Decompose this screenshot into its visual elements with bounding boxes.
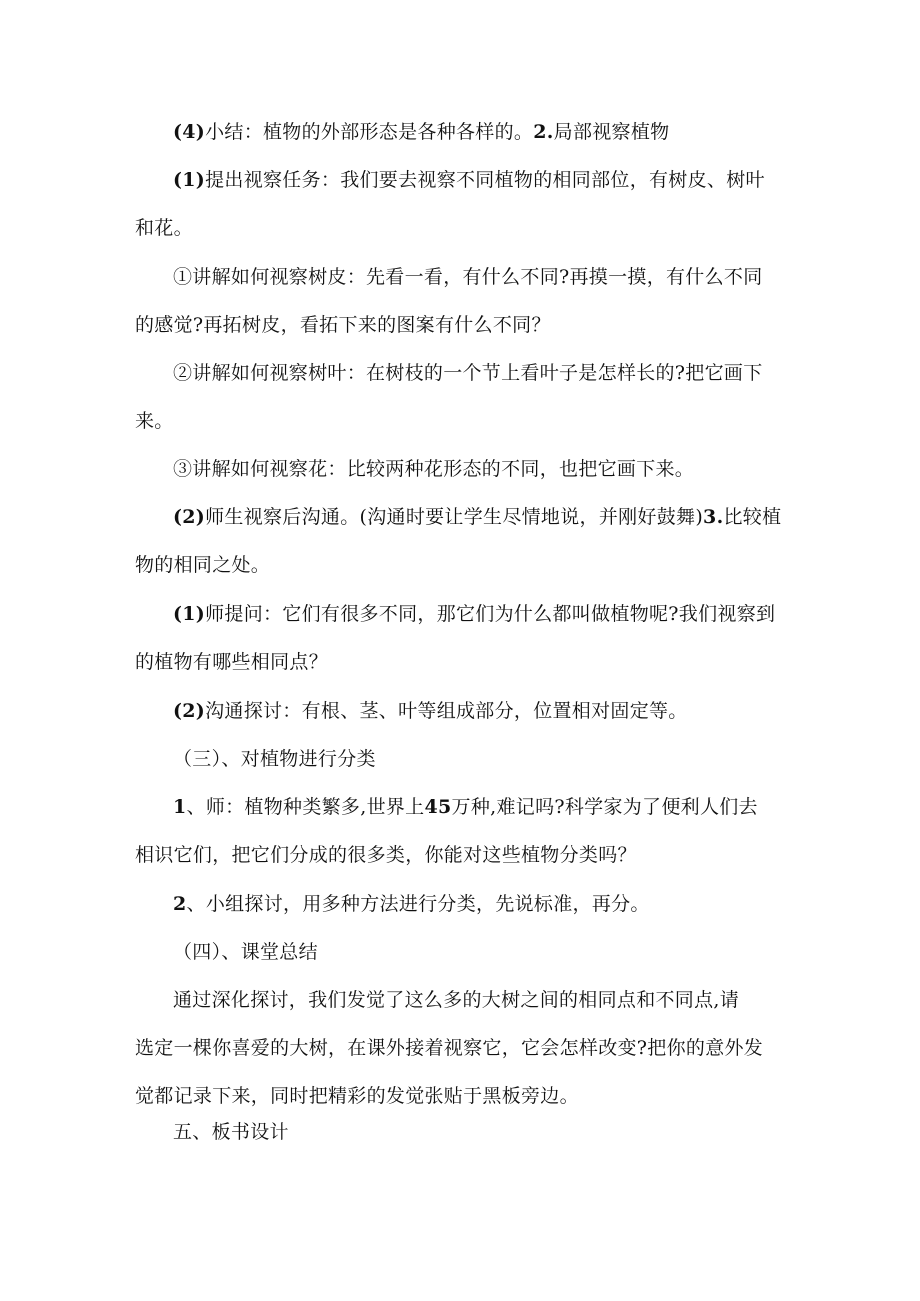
text-run: 师提问：它们有很多不同，那它们为什么都叫做植物呢?我们视察到 bbox=[205, 603, 776, 625]
text-line bbox=[135, 1108, 795, 1156]
text-run: 局部视察植物 bbox=[553, 121, 670, 143]
section-heading-classification bbox=[135, 735, 795, 783]
paragraph-observe-flower bbox=[135, 445, 795, 493]
text-line bbox=[135, 880, 795, 928]
text-run: ③讲解如何视察花：比较两种花形态的不同，也把它画下来。 bbox=[173, 458, 695, 480]
bold-text-run: (1) bbox=[173, 169, 206, 191]
text-line bbox=[135, 1024, 795, 1072]
text-run: （四）、课堂总结 bbox=[173, 941, 318, 963]
text-line bbox=[135, 397, 795, 445]
text-run: 物的相同之处。 bbox=[135, 554, 271, 576]
text-line bbox=[135, 349, 795, 397]
text-run: 、小组探讨，用多种方法进行分类，先说标准，再分。 bbox=[186, 893, 650, 915]
bold-text-run: 3. bbox=[703, 506, 724, 528]
text-run: 五、板书设计 bbox=[173, 1121, 289, 1143]
text-run: ①讲解如何视察树皮：先看一看，有什么不同?再摸一摸，有什么不同 bbox=[173, 266, 763, 288]
bold-text-run: (4) bbox=[173, 121, 206, 143]
bold-text-run: 45 bbox=[424, 796, 452, 818]
text-line bbox=[135, 253, 795, 301]
text-line bbox=[135, 783, 795, 831]
paragraph-observe-bark bbox=[135, 253, 795, 349]
bold-text-run: (2) bbox=[173, 506, 206, 528]
paragraph-communication-compare bbox=[135, 493, 795, 589]
text-run: 沟通探讨：有根、茎、叶等组成部分，位置相对固定等。 bbox=[205, 700, 688, 722]
text-line bbox=[135, 108, 795, 156]
bold-text-run: 2 bbox=[173, 893, 187, 915]
text-run: 通过深化探讨，我们发觉了这么多的大树之间的相同点和不同点,请 bbox=[173, 989, 740, 1011]
text-run: 提出视察任务：我们要去视察不同植物的相同部位，有树皮、树叶 bbox=[205, 169, 765, 191]
paragraph-observe-leaf bbox=[135, 349, 795, 445]
text-line bbox=[135, 541, 795, 589]
text-line bbox=[135, 687, 795, 735]
text-run: 和花。 bbox=[135, 217, 193, 239]
text-run: 来。 bbox=[135, 410, 174, 432]
text-line bbox=[135, 493, 795, 541]
text-line bbox=[135, 156, 795, 204]
bold-text-run: (2) bbox=[173, 700, 206, 722]
paragraph-summary-external-form bbox=[135, 108, 795, 156]
text-run: 相识它们，把它们分成的很多类，你能对这些植物分类吗？ bbox=[135, 844, 637, 866]
text-run: 选定一棵你喜爱的大树，在课外接着视察它，它会怎样改变?把你的意外发 bbox=[135, 1037, 764, 1059]
paragraph-discussion-result bbox=[135, 687, 795, 735]
text-line bbox=[135, 976, 795, 1024]
section-heading-board-design bbox=[135, 1108, 795, 1156]
text-run: （三）、对植物进行分类 bbox=[173, 748, 376, 770]
text-run: 觉都记录下来，同时把精彩的发觉张贴于黑板旁边。 bbox=[135, 1085, 579, 1107]
paragraph-group-discussion bbox=[135, 880, 795, 928]
text-line bbox=[135, 590, 795, 638]
text-line bbox=[135, 638, 795, 686]
paragraph-summary-body bbox=[135, 976, 795, 1120]
text-run: 小结：植物的外部形态是各种各样的。 bbox=[205, 121, 534, 143]
bold-text-run: 1 bbox=[173, 796, 187, 818]
text-line bbox=[135, 928, 795, 976]
text-line bbox=[135, 445, 795, 493]
text-run: ②讲解如何视察树叶：在树枝的一个节上看叶子是怎样长的?把它画下 bbox=[173, 362, 763, 384]
text-line bbox=[135, 735, 795, 783]
text-run: 师生视察后沟通。(沟通时要让学生尽情地说，并刚好鼓舞) bbox=[205, 506, 704, 528]
text-line bbox=[135, 204, 795, 252]
bold-text-run: (1) bbox=[173, 603, 206, 625]
paragraph-observation-task bbox=[135, 156, 795, 252]
text-run: 、师：植物种类繁多,世界上 bbox=[186, 796, 425, 818]
text-line bbox=[135, 831, 795, 879]
paragraph-teacher-species bbox=[135, 783, 795, 879]
paragraph-teacher-question bbox=[135, 590, 795, 686]
text-line bbox=[135, 301, 795, 349]
text-run: 的植物有哪些相同点？ bbox=[135, 651, 329, 673]
bold-text-run: 2. bbox=[533, 121, 554, 143]
text-run: 的感觉?再拓树皮，看拓下来的图案有什么不同？ bbox=[135, 314, 551, 336]
text-run: 比较植 bbox=[723, 506, 782, 528]
section-heading-summary bbox=[135, 928, 795, 976]
text-run: 万种,难记吗?科学家为了便利人们去 bbox=[451, 796, 758, 818]
